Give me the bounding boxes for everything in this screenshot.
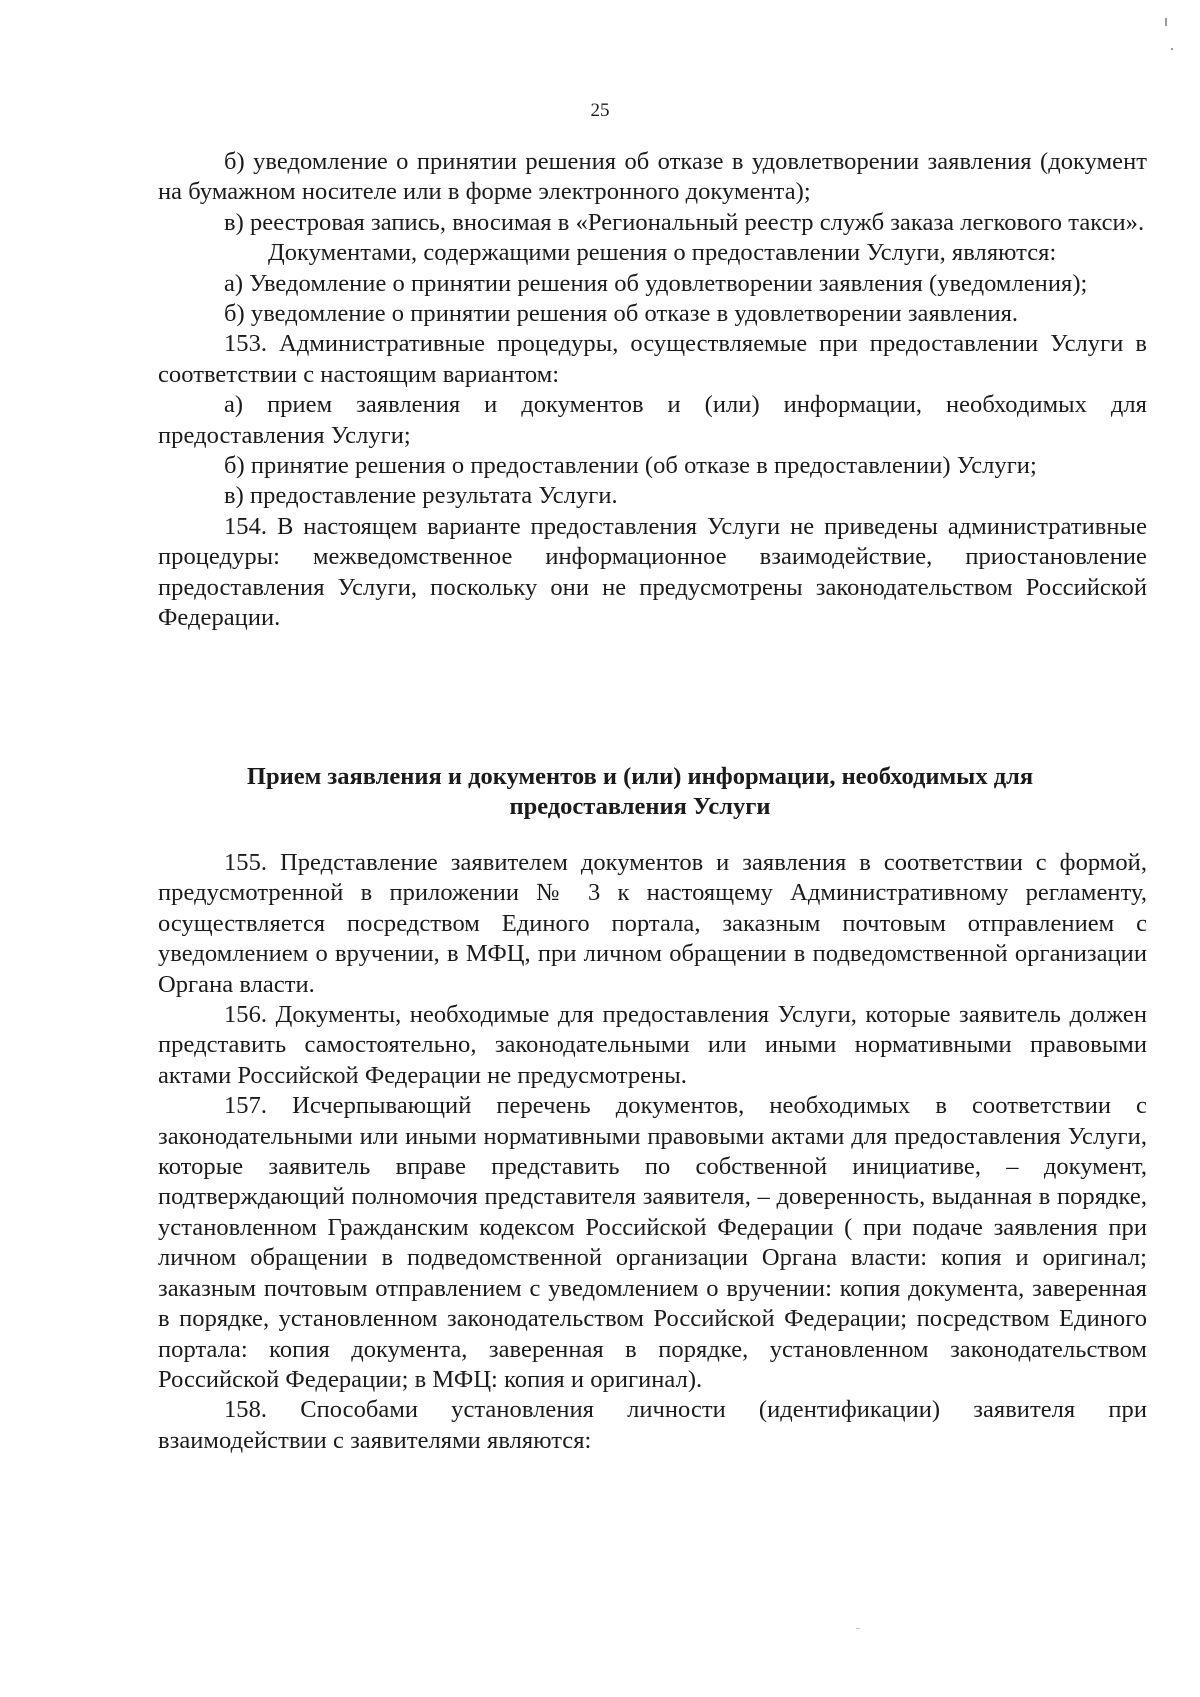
paragraph: а) прием заявления и документов и (или) информации, необходимых для предоставления Услуги;: [158, 391, 1147, 449]
section-heading-line: Прием заявления и документов и (или) информации, необходимых для: [246, 763, 1034, 790]
scan-speck: [856, 1628, 860, 1629]
paragraph: Документами, содержащими решения о предоставлении Услуги, являются:: [268, 239, 1057, 267]
paragraph: 154. В настоящем варианте предоставления Услуги не приведены административные процедуры: межведомственное информационное взаимодействие, приостановление предоставления Услуги, поскольку они не предусмотрены законодательством Российской Федерации.: [158, 512, 1147, 632]
body-text-top: [158, 147, 1147, 634]
paragraph: 153. Административные процедуры, осуществляемые при предоставлении Услуги в соответствии с настоящим вариантом:: [158, 330, 1147, 388]
page-number: 25: [590, 100, 610, 121]
paragraph: б) уведомление о принятии решения об отказе в удовлетворении заявления (документ на бумажном носителе или в форме электронного документа);: [158, 148, 1147, 206]
paragraph: 157. Исчерпывающий перечень документов, необходимых в соответствии с законодательными или иными нормативными правовыми актами для предоставления Услуги, которые заявитель вправе представить по собственной инициативе, – документ, подтверждающий полномочия представителя заявителя, – доверенность, выданная в порядке, установленном Гражданским кодексом Российской Федерации ( при подаче заявления при личном обращении в подведомственной организации Органа власти: копия и оригинал; заказным почтовым отправлением с уведомлением о вручении: копия документа, заверенная в порядке, установленном законодательством Российской Федерации; посредством Единого портала: копия документа, заверенная в порядке, установленном законодательством Российской Федерации; в МФЦ: копия и оригинал).: [158, 1092, 1147, 1393]
paragraph: в) реестровая запись, вносимая в «Региональный реестр служб заказа легкового такси».: [224, 208, 1145, 236]
section-heading: [200, 762, 1080, 822]
paragraph: 156. Документы, необходимые для предоставления Услуги, которые заявитель должен представить самостоятельно, законодательными или иными нормативными правовыми актами Российской Федерации не предусмотрены.: [158, 1001, 1147, 1089]
paragraph: в) предоставление результата Услуги.: [224, 482, 618, 510]
body-text-bottom: [158, 848, 1147, 1456]
section-heading-line: предоставления Услуги: [509, 793, 771, 820]
paragraph: а) Уведомление о принятии решения об удовлетворении заявления (уведомления);: [224, 269, 1088, 297]
scan-speck: [1165, 18, 1167, 26]
paragraph: б) принятие решения о предоставлении (об отказе в предоставлении) Услуги;: [224, 452, 1037, 480]
paragraph: 158. Способами установления личности (идентификации) заявителя при взаимодействии с заявителями являются:: [158, 1396, 1147, 1454]
paragraph: 155. Представление заявителем документов и заявления в соответствии с формой, предусмотренной в приложении № 3 к настоящему Административному регламенту, осуществляется посредством Единого портала, заказным почтовым отправлением с уведомлением о вручении, в МФЦ, при личном обращении в подведомственной организации Органа власти.: [158, 849, 1147, 998]
scan-speck: [1171, 48, 1173, 50]
paragraph: б) уведомление о принятии решения об отказе в удовлетворении заявления.: [224, 300, 1019, 328]
